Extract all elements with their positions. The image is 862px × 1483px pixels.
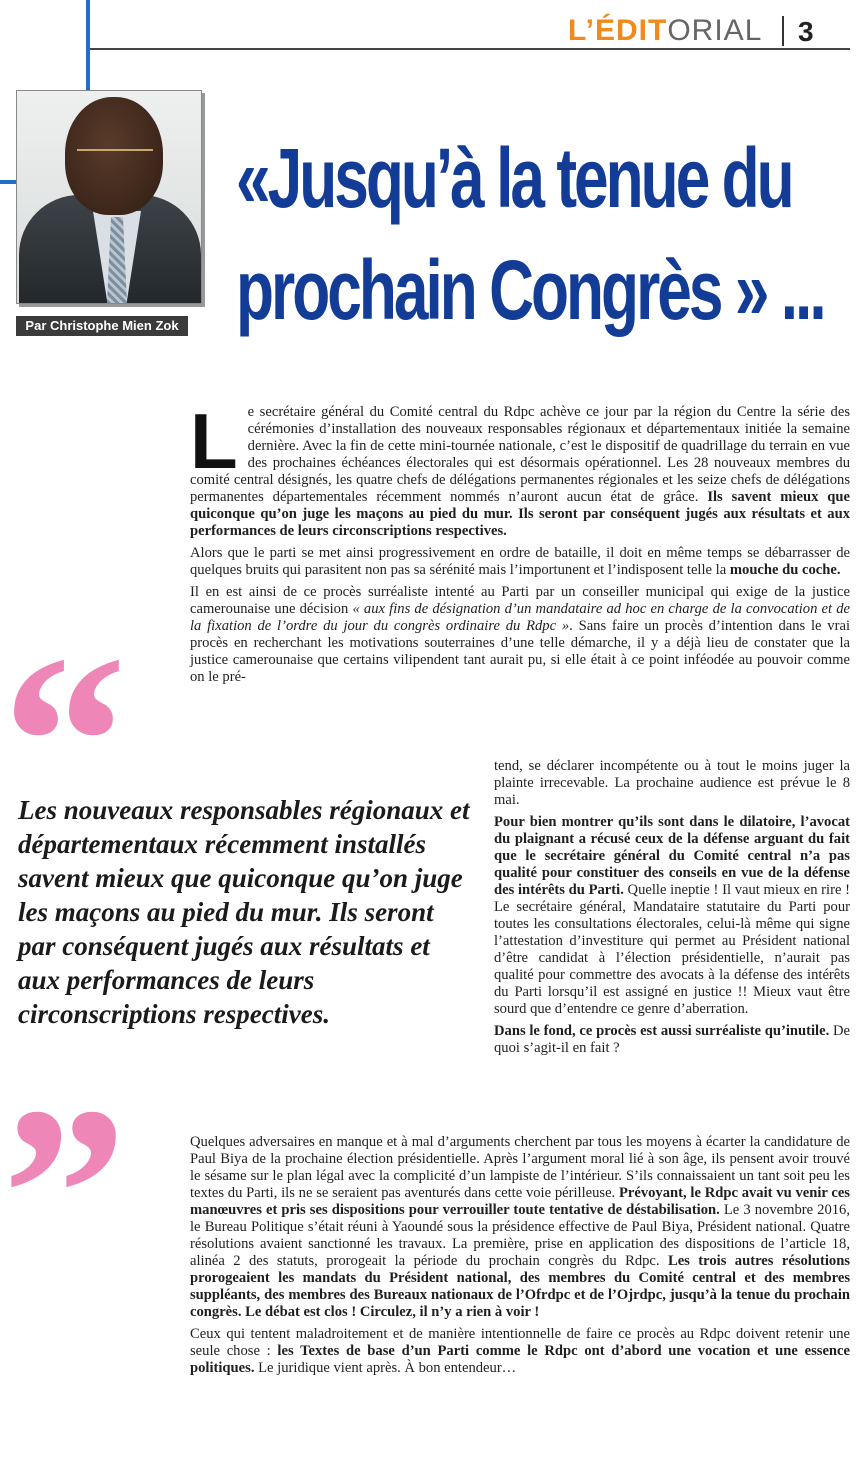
- paragraph-4-text: Quelle ineptie ! Il vaut mieux en rire ! Le secrétaire général, Mandataire statutaire du Parti pour toutes les consultations électorales, celui-là même qui signe l’attestation d’investiture qui permet au Président national d’être candidat à l’élection présidentielle, n’aurait pas qualité pour commettre des avocats à la défense des intérêts du Parti lorsqu’il est assigné en justice !! Mieux vaut être sourd que d’entendre ce genre d’aberration.: [494, 882, 850, 1017]
- author-photo: [16, 90, 202, 304]
- paragraph-5-bold-2: Prévoyant, le Rdpc avait vu venir ces manœuvres et pris ses dispositions pour verrouiller toute tentative de déstabilisation.: [190, 1185, 850, 1218]
- article-bottom: [190, 1134, 850, 1382]
- paragraph-5-text-2: Quelques adversaires en manque et à mal d’arguments cherchent par tous les moyens à écarter la candidature de Paul Biya de la prochaine élection présidentielle. Après l’argument moral lié à son âge, ils pensent avoir trouvé le sésame sur le plan légal avec la complicité d’un lampiste de l’intérieur. S’ils connaissaient un tant soit peu les textes du Parti, ils ne se seraient pas aventurés dans cette voie périlleuse.: [190, 1134, 850, 1201]
- paragraph-1-text: e secrétaire général du Comité central du Rdpc achève ce jour par la région du Centre la série des cérémonies d’installation des nouveaux responsables régionaux et départementaux initiée la semaine dernière. Avec la fin de cette mini-tournée nationale, c’est le dispositif de quadrillage du terrain en vue des prochaines échéances électorales qui est désormais opérationnel. Les 28 nouveaux membres du comité central désignés, les quatre chefs de délégations permanentes régionales et les seize chefs de délégations permanentes départementales récemment nommés n’auront aucun état de grâce.: [190, 404, 850, 505]
- paragraph-6-end: Le juridique vient après. À bon entendeur…: [254, 1360, 517, 1376]
- quote-close-mark: ”: [2, 1056, 127, 1333]
- paragraph-5-mid: Le 3 novembre 2016, le Bureau Politique s’était réuni à Yaoundé sous la présidence effective de Paul Biya, Président national. Quatre résolutions avaient sanctionné les travaux. La première, prise en application des dispositions de l’article 18, alinéa 2 des statuts, prorogeait la période du prochain congrès du Rdpc.: [190, 1202, 850, 1269]
- article-middle: [494, 758, 850, 1062]
- paragraph-3-text: Il en est ainsi de ce procès surréaliste intenté au Parti par un conseiller municipal qui exige de la justice camerounaise une décision: [190, 584, 850, 617]
- paragraph-2-bold: mouche du coche.: [729, 562, 841, 578]
- paragraph-3-end: tend, se déclarer incompétente ou à tout le moins juger la plainte irrecevable. La prochaine audience est prévue le 8 mai.: [494, 758, 850, 808]
- section-name: [568, 14, 762, 48]
- paragraph-3-cont: . Sans faire un procès d’intention dans le vrai procès en recherchant les motivations souterraines d’une telle démarche, il y a déjà lieu de constater que la justice camerounaise que certains vilipendent tant aurait pu, si elle était à ce point inféodée au pouvoir comme on le pré-: [190, 618, 850, 685]
- paragraph-2: [190, 545, 850, 579]
- paragraph-5-bold-3: Les trois autres résolutions prorogeaient les mandats du Président national, des membres du Comité central et des membres suppléants, des membres des Bureaux nationaux de l’Ofrdpc et de l’Ojrdpc, jusqu’à la tenue du prochain congrès. Le débat est clos ! Circulez, il n’y a rien à voir !: [190, 1253, 850, 1320]
- section-name-accent: L’ÉDIT: [568, 14, 668, 47]
- paragraph-6-bold: les Textes de base d’un Parti comme le Rdpc ont d’abord une vocation et une essence politiques.: [190, 1343, 850, 1376]
- paragraph-4: [494, 814, 850, 1018]
- header-rule: [90, 48, 850, 50]
- author-byline: Par Christophe Mien Zok: [16, 316, 188, 336]
- section-header: [560, 14, 846, 48]
- paragraph-1: [190, 397, 850, 540]
- paragraph-2-text: Alors que le parti se met ainsi progressivement en ordre de bataille, il doit en même temps se débarrasser de quelques bruits qui parasitent non pas sa sérénité mais l’importunent et l’indisposent telle la: [190, 545, 850, 578]
- section-name-rest: ORIAL: [667, 14, 763, 47]
- paragraph-5-intro: [494, 1023, 850, 1057]
- quote-open-mark: “: [2, 604, 127, 881]
- headline-line-1: «Jusqu’à la tenue du: [236, 131, 792, 225]
- headline: [236, 122, 824, 346]
- author-photo-glasses: [77, 149, 153, 165]
- paragraph-5-bold: Dans le fond, ce procès est aussi surréaliste qu’inutile.: [494, 1023, 830, 1039]
- headline-line-2: prochain Congrès » ...: [236, 243, 824, 337]
- paragraph-4-bold: Pour bien montrer qu’ils sont dans le dilatoire, l’avocat du plaignant a récusé ceux de la défense arguant du fait que le secrétaire général du Comité central n’a pas qualité pour constituer des conseils en vue de la défense des intérêts du Parti.: [494, 814, 850, 898]
- section-separator: [782, 16, 784, 46]
- pull-quote: Les nouveaux responsables régionaux et départementaux récemment installés savent mieux que quiconque qu’on juge les maçons au pied du mur. Ils seront par conséquent jugés aux résultats et aux performances de leurs circonscriptions respectives.: [18, 795, 470, 1029]
- paragraph-1-bold: Ils savent mieux que quiconque qu’on juge les maçons au pied du mur. Ils seront par conséquent jugés aux résultats et aux performances de leurs circonscriptions respectives.: [190, 489, 850, 539]
- drop-cap: L: [190, 397, 238, 485]
- page-number: 3: [798, 16, 814, 47]
- paragraph-3: [190, 584, 850, 686]
- paragraph-5: [190, 1134, 850, 1321]
- paragraph-6: [190, 1326, 850, 1377]
- article-top: [190, 397, 851, 691]
- paragraph-5-text: De quoi s’agit-il en fait ?: [494, 1023, 850, 1056]
- paragraph-6-text: Ceux qui tentent maladroitement et de manière intentionnelle de faire ce procès au Rdpc doivent retenir une seule chose :: [190, 1326, 850, 1359]
- paragraph-3-italic: « aux fins de désignation d’un mandataire ad hoc en charge de la convocation et de la fixation de l’ordre du jour du congrès ordinaire du Rdpc »: [190, 601, 851, 634]
